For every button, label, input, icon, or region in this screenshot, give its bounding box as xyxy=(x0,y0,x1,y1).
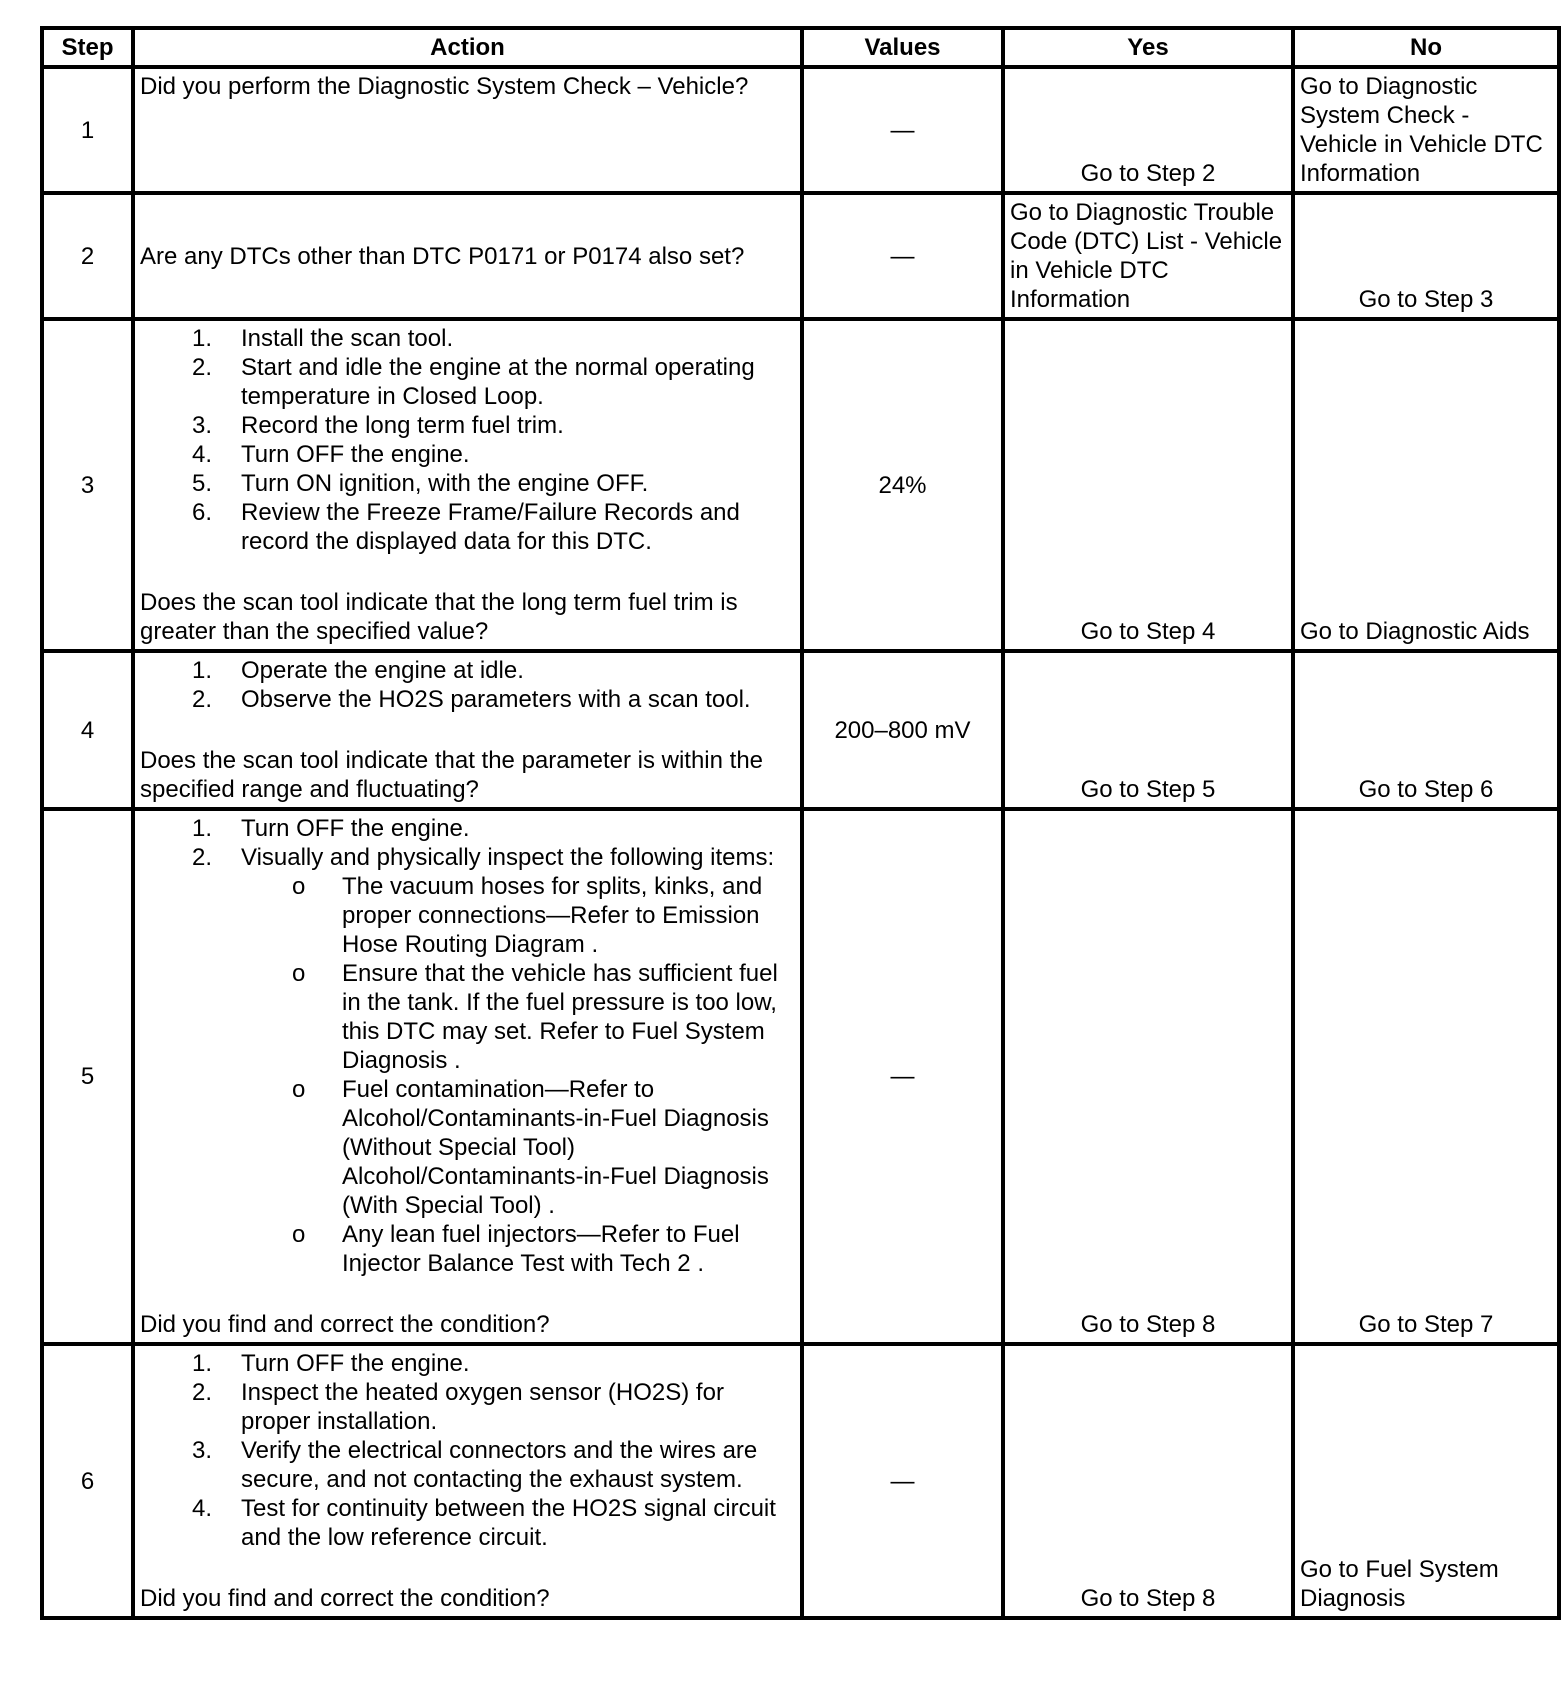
sub-list-item xyxy=(140,1075,795,1220)
action-question: Does the scan tool indicate that the parameter is within the specified range and fluctuating? xyxy=(140,747,764,803)
sub-list-item xyxy=(140,1220,795,1278)
table-row xyxy=(42,319,1559,651)
table-row xyxy=(42,651,1559,809)
list-item xyxy=(140,324,795,353)
list-item xyxy=(140,353,795,411)
list-item xyxy=(140,1494,795,1552)
item-text: Test for continuity between the HO2S signal circuit and the low reference circuit. xyxy=(241,1495,776,1551)
value-cell: 200–800 mV xyxy=(802,651,1003,809)
yes-cell: Go to Diagnostic Trouble Code (DTC) List - Vehicle in Vehicle DTC Information xyxy=(1003,193,1293,319)
bullet-icon: o xyxy=(292,873,306,900)
action-cell xyxy=(133,1344,802,1618)
yes-cell: Go to Step 8 xyxy=(1003,1344,1293,1618)
action-steps-list xyxy=(140,656,795,714)
no-cell: Go to Step 7 xyxy=(1293,809,1559,1344)
action-steps-list xyxy=(140,324,795,556)
item-text: Install the scan tool. xyxy=(241,325,454,352)
action-question: Did you find and correct the condition? xyxy=(140,1311,550,1338)
action-question: Are any DTCs other than DTC P0171 or P0174 also set? xyxy=(140,242,745,270)
value-cell: — xyxy=(802,809,1003,1344)
sub-list-item xyxy=(140,872,795,959)
item-text: Turn OFF the engine. xyxy=(241,815,470,842)
bullet-icon: o xyxy=(292,1221,306,1248)
step-number: 3 xyxy=(42,319,133,651)
item-number: 2. xyxy=(192,844,213,871)
action-steps-list xyxy=(140,1349,795,1552)
sub-item-text: Ensure that the vehicle has sufficient fuel in the tank. If the fuel pressure is too low, this DTC may set. Refer to Fuel System Diagnosis . xyxy=(342,960,778,1074)
yes-cell: Go to Step 8 xyxy=(1003,809,1293,1344)
step-number: 5 xyxy=(42,809,133,1344)
action-cell xyxy=(133,67,802,193)
sub-list-item xyxy=(140,959,795,1075)
step-number: 4 xyxy=(42,651,133,809)
bullet-icon: o xyxy=(292,1076,306,1103)
list-item xyxy=(140,1436,795,1494)
table-row xyxy=(42,809,1559,1344)
item-text: Review the Freeze Frame/Failure Records and record the displayed data for this DTC. xyxy=(241,499,740,555)
list-item xyxy=(140,498,795,556)
value-cell: — xyxy=(802,67,1003,193)
item-text: Verify the electrical connectors and the wires are secure, and not contacting the exhaust system. xyxy=(241,1437,758,1493)
list-item xyxy=(140,656,795,685)
item-number: 2. xyxy=(192,354,213,381)
item-text: Turn ON ignition, with the engine OFF. xyxy=(241,470,649,497)
diagnostic-table xyxy=(40,26,1561,1620)
sub-item-text: Fuel contamination—Refer to Alcohol/Contaminants-in-Fuel Diagnosis (Without Special Tool) Alcohol/Contaminants-in-Fuel Diagnosis (With Special Tool) . xyxy=(342,1076,769,1219)
item-number: 2. xyxy=(192,1379,213,1406)
item-number: 1. xyxy=(192,1350,213,1377)
sub-list xyxy=(241,872,795,1278)
value-cell: 24% xyxy=(802,319,1003,651)
no-cell: Go to Step 3 xyxy=(1293,193,1559,319)
yes-cell: Go to Step 4 xyxy=(1003,319,1293,651)
sub-item-text: The vacuum hoses for splits, kinks, and proper connections—Refer to Emission Hose Routing Diagram . xyxy=(342,873,763,958)
header-row xyxy=(42,28,1559,67)
item-text: Turn OFF the engine. xyxy=(241,441,470,468)
table-row xyxy=(42,67,1559,193)
sub-item-text: Any lean fuel injectors—Refer to Fuel Injector Balance Test with Tech 2 . xyxy=(342,1221,740,1277)
list-item xyxy=(140,440,795,469)
header-no: No xyxy=(1293,28,1559,67)
step-number: 1 xyxy=(42,67,133,193)
item-number: 1. xyxy=(192,815,213,842)
item-number: 1. xyxy=(192,657,213,684)
action-question: Did you find and correct the condition? xyxy=(140,1585,550,1612)
item-text: Visually and physically inspect the following items: xyxy=(241,844,775,871)
item-number: 1. xyxy=(192,325,213,352)
item-text: Turn OFF the engine. xyxy=(241,1350,470,1377)
item-text: Operate the engine at idle. xyxy=(241,657,524,684)
item-text: Record the long term fuel trim. xyxy=(241,412,564,439)
item-text: Inspect the heated oxygen sensor (HO2S) for proper installation. xyxy=(241,1379,724,1435)
list-item xyxy=(140,685,795,714)
step-number: 6 xyxy=(42,1344,133,1618)
header-yes: Yes xyxy=(1003,28,1293,67)
header-action: Action xyxy=(133,28,802,67)
step-number: 2 xyxy=(42,193,133,319)
action-cell xyxy=(133,809,802,1344)
action-cell xyxy=(133,193,802,319)
table-row xyxy=(42,193,1559,319)
no-cell: Go to Diagnostic System Check - Vehicle in Vehicle DTC Information xyxy=(1293,67,1559,193)
yes-cell: Go to Step 5 xyxy=(1003,651,1293,809)
list-item xyxy=(140,814,795,843)
value-cell: — xyxy=(802,1344,1003,1618)
header-step: Step xyxy=(42,28,133,67)
item-number: 5. xyxy=(192,470,213,497)
no-cell: Go to Fuel System Diagnosis xyxy=(1293,1344,1559,1618)
action-cell xyxy=(133,651,802,809)
bullet-icon: o xyxy=(292,960,306,987)
item-text: Start and idle the engine at the normal operating temperature in Closed Loop. xyxy=(241,354,755,410)
item-number: 2. xyxy=(192,686,213,713)
value-cell: — xyxy=(802,193,1003,319)
no-cell: Go to Diagnostic Aids xyxy=(1293,319,1559,651)
item-number: 4. xyxy=(192,441,213,468)
action-cell xyxy=(133,319,802,651)
item-number: 6. xyxy=(192,499,213,526)
no-cell: Go to Step 6 xyxy=(1293,651,1559,809)
list-item xyxy=(140,1378,795,1436)
action-question: Does the scan tool indicate that the long term fuel trim is greater than the specified value? xyxy=(140,589,738,645)
action-steps-list xyxy=(140,814,795,1278)
action-question: Did you perform the Diagnostic System Check – Vehicle? xyxy=(140,73,749,100)
item-number: 3. xyxy=(192,1437,213,1464)
item-number: 3. xyxy=(192,412,213,439)
yes-cell: Go to Step 2 xyxy=(1003,67,1293,193)
list-item xyxy=(140,411,795,440)
list-item xyxy=(140,843,795,1278)
table-row xyxy=(42,1344,1559,1618)
item-text: Observe the HO2S parameters with a scan tool. xyxy=(241,686,751,713)
header-values: Values xyxy=(802,28,1003,67)
item-number: 4. xyxy=(192,1495,213,1522)
list-item xyxy=(140,1349,795,1378)
list-item xyxy=(140,469,795,498)
